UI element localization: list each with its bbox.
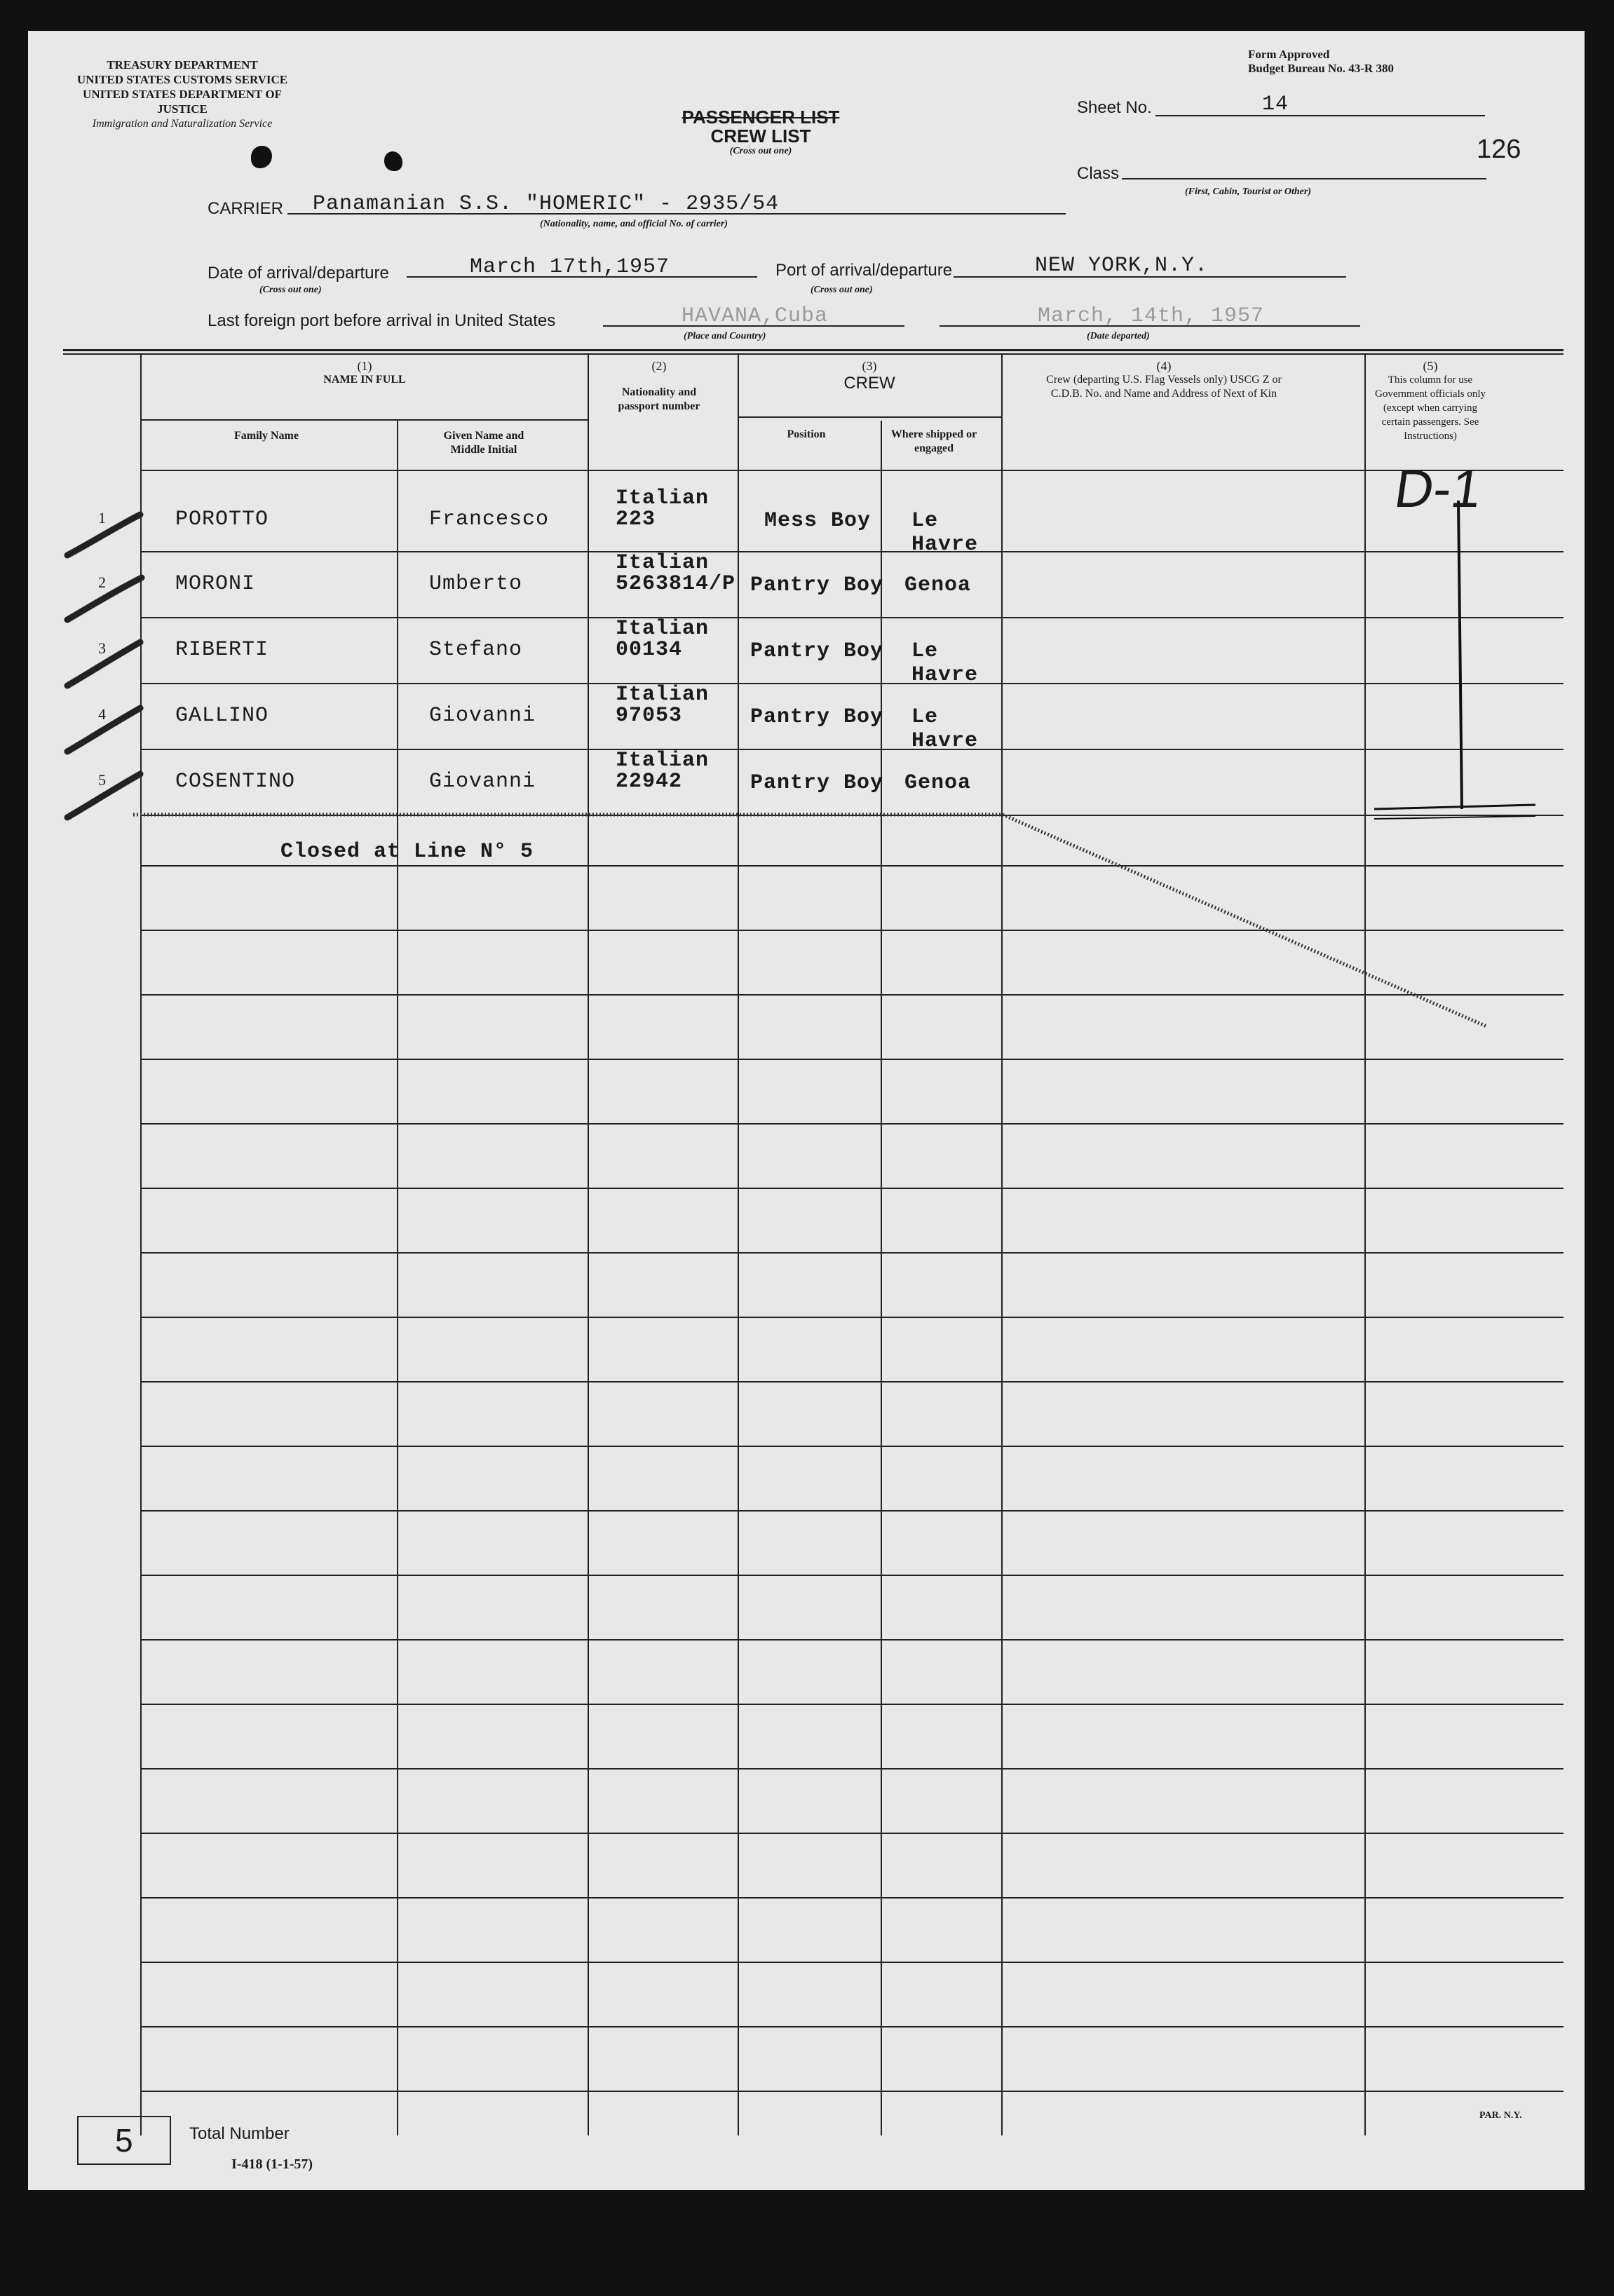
title-note: (Cross out one) bbox=[729, 146, 792, 156]
agency-line: UNITED STATES CUSTOMS SERVICE bbox=[76, 73, 288, 86]
family-name: MORONI bbox=[175, 572, 256, 596]
col5-number: (5) bbox=[1423, 359, 1438, 373]
given-name: Stefano bbox=[429, 638, 523, 662]
nationality: Italian bbox=[616, 683, 710, 707]
line-number: 2 bbox=[98, 573, 106, 591]
line-number: 1 bbox=[98, 509, 106, 527]
passport-number: 22942 bbox=[616, 770, 683, 794]
passport-number: 5263814/P bbox=[616, 572, 736, 596]
carrier-label: CARRIER bbox=[208, 199, 284, 218]
closing-note: Closed at Line N° 5 bbox=[280, 840, 534, 864]
printer-mark: PAR. N.Y. bbox=[1479, 2110, 1522, 2121]
line-number: 5 bbox=[98, 771, 106, 789]
position: Pantry Boy bbox=[750, 771, 884, 795]
agency-line: TREASURY DEPARTMENT bbox=[107, 58, 258, 72]
stamp-number: 126 bbox=[1477, 135, 1521, 164]
agency-line: UNITED STATES DEPARTMENT OF JUSTICE bbox=[83, 88, 282, 116]
where-shipped: Le Havre bbox=[911, 639, 979, 687]
check-mark bbox=[67, 515, 140, 555]
nationality: Italian bbox=[616, 551, 710, 575]
total-value: 5 bbox=[115, 2122, 133, 2159]
where-shipped: Le Havre bbox=[911, 509, 979, 557]
col1-given-header: Given Name and Middle Initial bbox=[443, 430, 524, 456]
given-name: Giovanni bbox=[429, 770, 536, 794]
agency-line: Immigration and Naturalization Service bbox=[92, 118, 273, 130]
page-title: CREW LIST bbox=[710, 125, 811, 147]
nationality: Italian bbox=[616, 749, 710, 773]
line-number: 4 bbox=[98, 705, 106, 723]
arrival-value: March 17th,1957 bbox=[470, 255, 670, 279]
position: Mess Boy bbox=[764, 509, 872, 533]
port-note: (Cross out one) bbox=[811, 285, 873, 295]
sheet-label: Sheet No. bbox=[1077, 98, 1152, 117]
passport-number: 223 bbox=[616, 508, 656, 531]
where-shipped: Le Havre bbox=[911, 705, 979, 753]
carrier-value: Panamanian S.S. "HOMERIC" - 2935/54 bbox=[313, 192, 780, 216]
family-name: GALLINO bbox=[175, 704, 269, 728]
family-name: POROTTO bbox=[175, 508, 269, 531]
arrival-label: Date of arrival/departure bbox=[208, 264, 389, 283]
col2-title: Nationality and passport number bbox=[618, 386, 700, 412]
last-port-label: Last foreign port before arrival in United States bbox=[208, 311, 556, 330]
col5-title: This column for use Government officials only (except when carrying certain passengers. See Instructions) bbox=[1374, 374, 1486, 442]
where-shipped: Genoa bbox=[904, 771, 972, 795]
date-departed-note: (Date departed) bbox=[1087, 331, 1150, 341]
official-bracket bbox=[1374, 805, 1535, 809]
col4-title: Crew (departing U.S. Flag Vessels only) USCG Z or C.D.B. No. and Name and Address of Next of Kin bbox=[1046, 374, 1282, 400]
family-name: COSENTINO bbox=[175, 770, 296, 794]
col3-position-header: Position bbox=[787, 428, 826, 440]
carrier-note: (Nationality, name, and official No. of carrier) bbox=[540, 219, 728, 229]
position: Pantry Boy bbox=[750, 573, 884, 597]
given-name: Francesco bbox=[429, 508, 550, 531]
date-departed-value: March, 14th, 1957 bbox=[1038, 304, 1265, 328]
col1-family-header: Family Name bbox=[234, 430, 299, 442]
last-port-value: HAVANA,Cuba bbox=[681, 304, 829, 328]
col1-number: (1) bbox=[357, 359, 372, 373]
port-value: NEW YORK,N.Y. bbox=[1035, 254, 1209, 278]
class-note: (First, Cabin, Tourist or Other) bbox=[1185, 186, 1311, 197]
check-mark bbox=[67, 774, 140, 817]
closing-line bbox=[133, 815, 1486, 1026]
col2-number: (2) bbox=[651, 359, 667, 373]
form-number: I-418 (1-1-57) bbox=[231, 2156, 313, 2172]
official-mark: D-1 bbox=[1391, 459, 1486, 519]
last-port-note: (Place and Country) bbox=[684, 331, 766, 341]
official-bracket bbox=[1374, 816, 1535, 819]
port-label: Port of arrival/departure bbox=[775, 261, 953, 280]
passport-number: 97053 bbox=[616, 704, 683, 728]
family-name: RIBERTI bbox=[175, 638, 269, 662]
check-mark bbox=[67, 578, 142, 620]
col3-number: (3) bbox=[862, 359, 877, 373]
passport-number: 00134 bbox=[616, 638, 683, 662]
crew-list-form bbox=[28, 31, 1585, 2190]
sheet-value: 14 bbox=[1262, 93, 1289, 116]
col3-title: CREW bbox=[843, 374, 895, 393]
position: Pantry Boy bbox=[750, 639, 884, 663]
check-mark bbox=[67, 642, 140, 686]
col4-number: (4) bbox=[1156, 359, 1172, 373]
given-name: Giovanni bbox=[429, 704, 536, 728]
position: Pantry Boy bbox=[750, 705, 884, 729]
line-number: 3 bbox=[98, 639, 106, 657]
arrival-note: (Cross out one) bbox=[259, 285, 322, 295]
check-mark bbox=[67, 708, 140, 752]
approval-line: Form Approved bbox=[1248, 48, 1330, 61]
handwritten-marks bbox=[28, 31, 1585, 2190]
class-label: Class bbox=[1077, 164, 1120, 183]
given-name: Umberto bbox=[429, 572, 523, 596]
where-shipped: Genoa bbox=[904, 573, 972, 597]
nationality: Italian bbox=[616, 617, 710, 641]
col3-where-header: Where shipped or engaged bbox=[890, 428, 977, 454]
title-struck: PASSENGER LIST bbox=[681, 107, 840, 128]
col1-title: NAME IN FULL bbox=[323, 374, 406, 386]
official-bracket bbox=[1458, 501, 1462, 809]
total-label: Total Number bbox=[189, 2124, 290, 2143]
nationality: Italian bbox=[616, 487, 710, 510]
approval-line: Budget Bureau No. 43-R 380 bbox=[1248, 62, 1394, 75]
